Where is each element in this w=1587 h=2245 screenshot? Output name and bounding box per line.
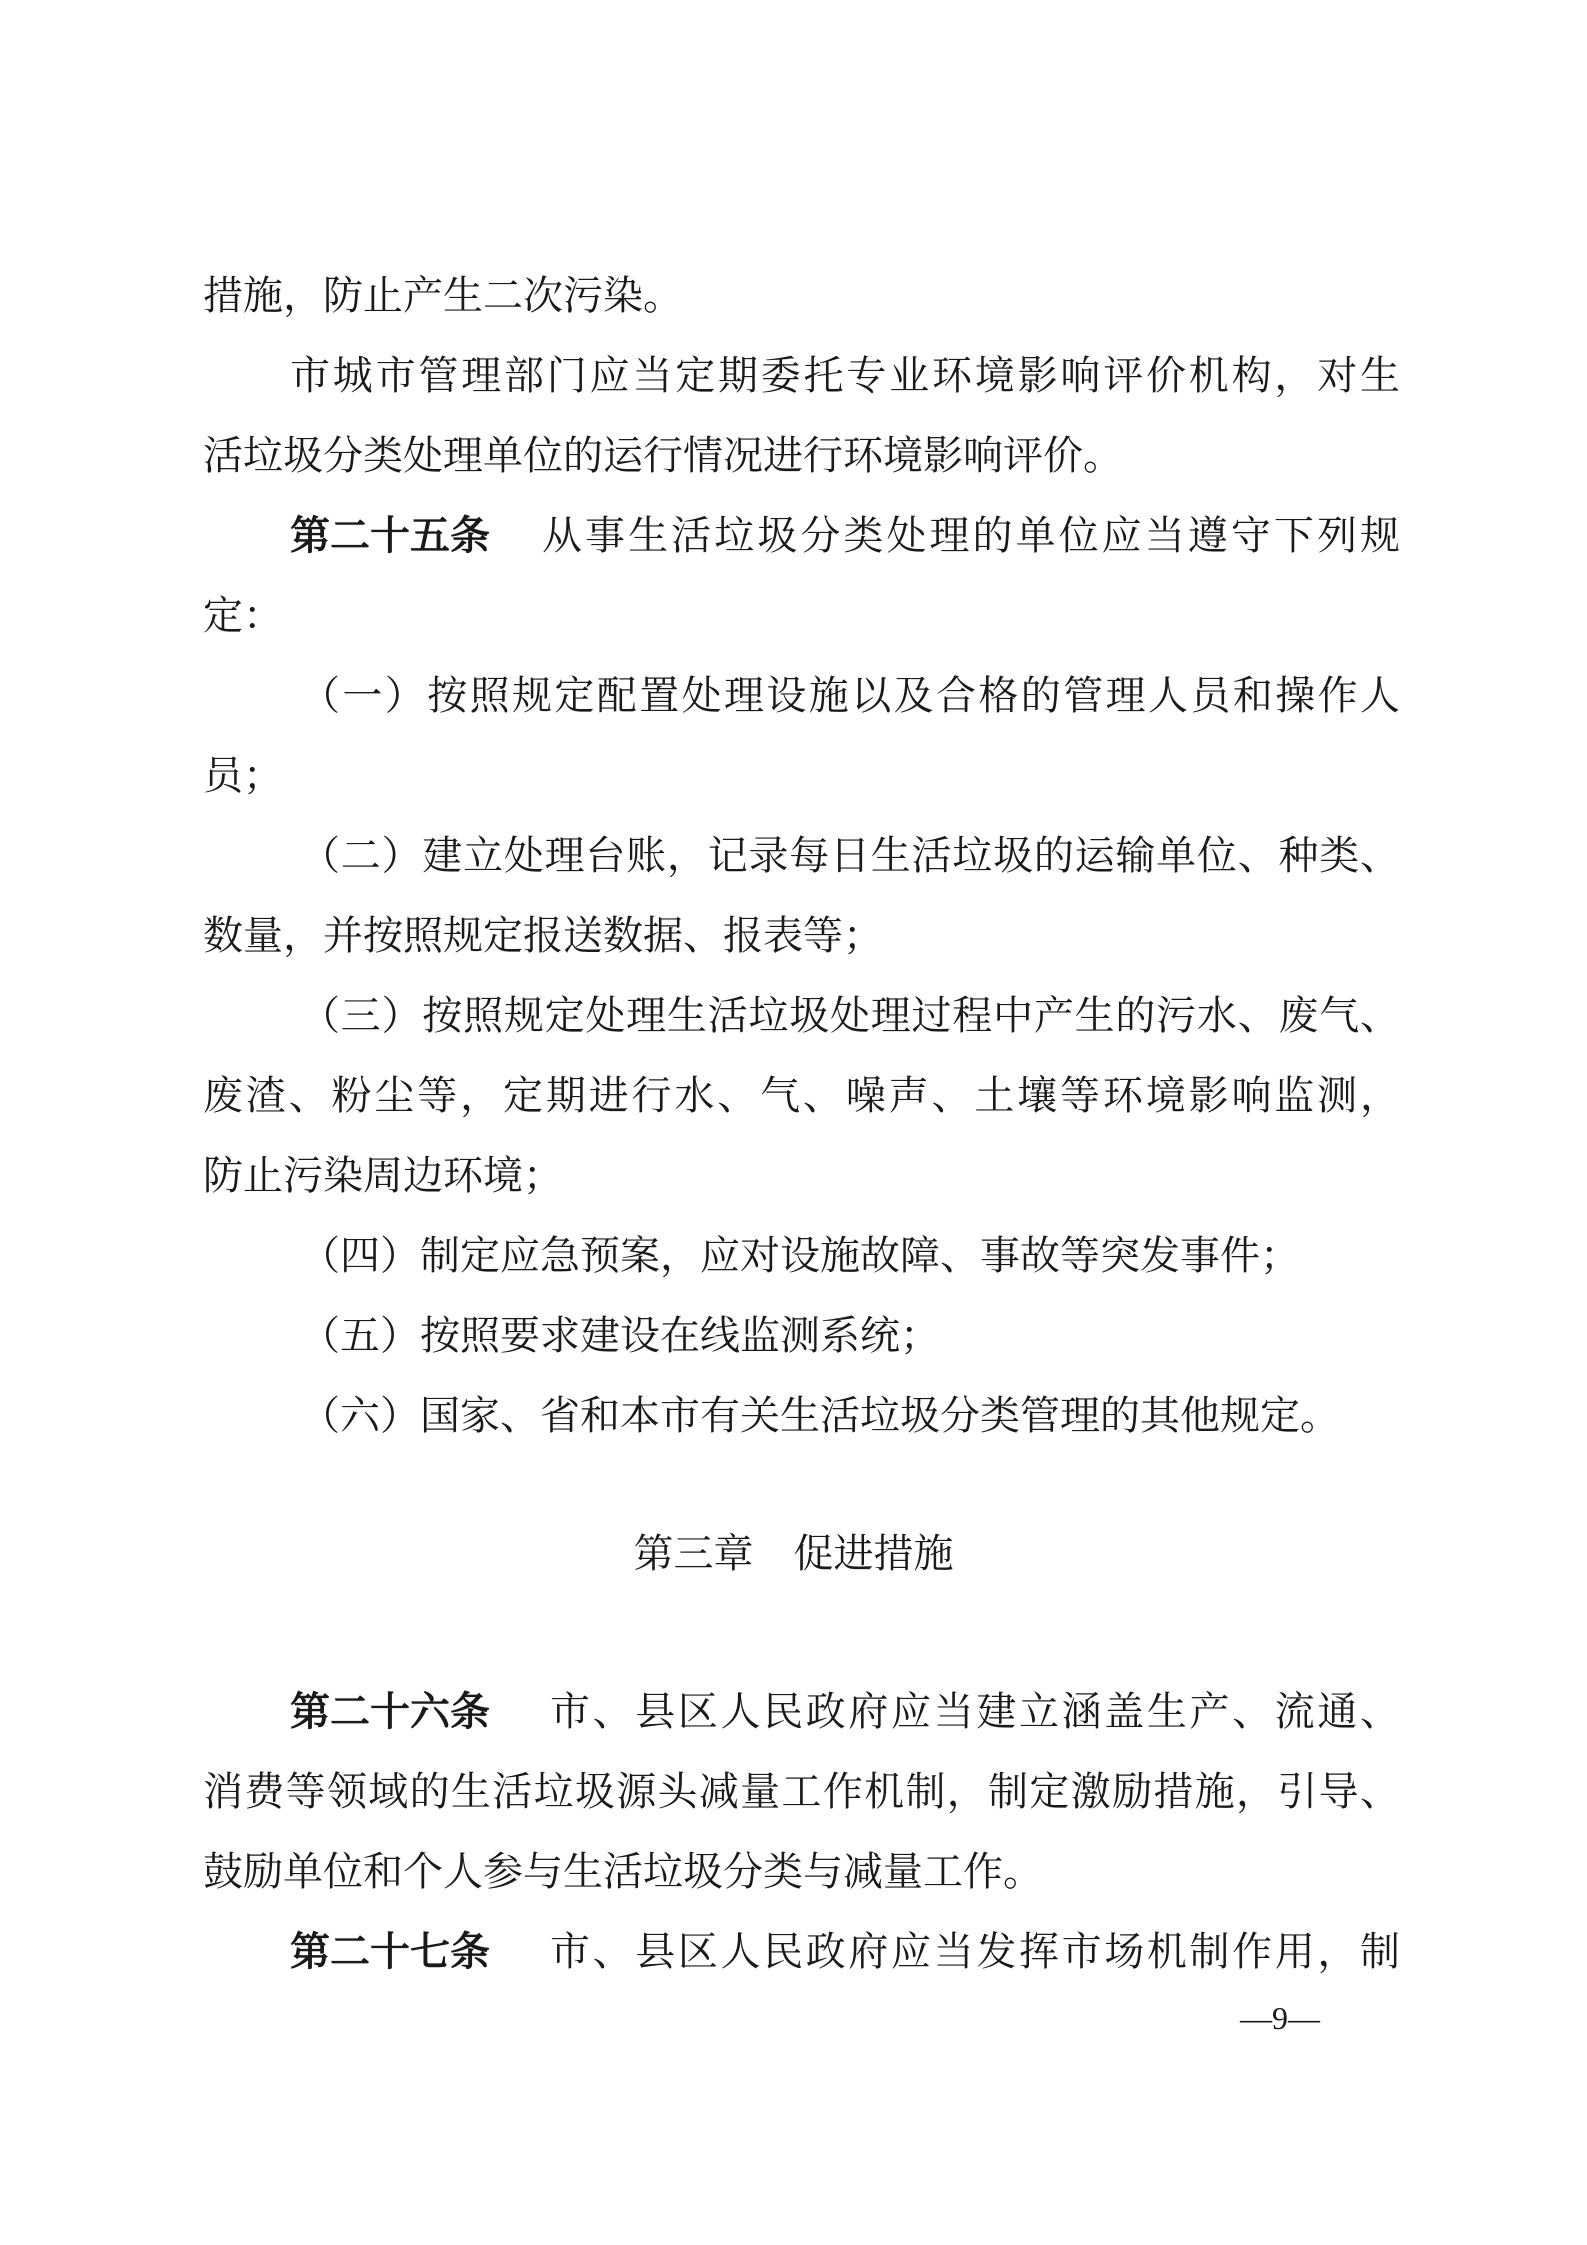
article-25-label: 第二十五条 <box>290 512 490 559</box>
list-item-line: （六）国家、省和本市有关生活垃圾分类管理的其他规定。 <box>300 1393 1340 1439</box>
paragraph-line: 从事生活垃圾分类处理的单位应当遵守下列规 <box>542 513 1400 559</box>
paragraph-line: 市、县区人民政府应当发挥市场机制作用，制 <box>550 1929 1400 1975</box>
list-item-line: （二）建立处理台账，记录每日生活垃圾的运输单位、种类、 <box>300 833 1400 879</box>
list-item-line: （一）按照规定配置处理设施以及合格的管理人员和操作人 <box>300 673 1400 719</box>
paragraph-line: 市城市管理部门应当定期委托专业环境影响评价机构，对生 <box>290 353 1400 399</box>
article-26-label: 第二十六条 <box>290 1688 490 1735</box>
paragraph-line: 市、县区人民政府应当建立涵盖生产、流通、 <box>550 1689 1400 1735</box>
paragraph-line: 活垃圾分类处理单位的运行情况进行环境影响评价。 <box>203 433 1123 479</box>
chapter-heading: 第三章 促进措施 <box>633 1531 954 1577</box>
list-item-line: 数量，并按照规定报送数据、报表等； <box>203 913 883 959</box>
article-27-label: 第二十七条 <box>290 1928 490 1975</box>
list-item-line: 防止污染周边环境； <box>203 1153 563 1199</box>
paragraph-line: 定： <box>203 593 283 639</box>
paragraph-line: 措施，防止产生二次污染。 <box>203 273 683 319</box>
list-item-line: （三）按照规定处理生活垃圾处理过程中产生的污水、废气、 <box>300 993 1400 1039</box>
paragraph-line: 消费等领域的生活垃圾源头减量工作机制，制定激励措施，引导、 <box>203 1769 1400 1815</box>
list-item-line: 废渣、粉尘等，定期进行水、气、噪声、土壤等环境影响监测， <box>203 1073 1400 1119</box>
page-number: —9— <box>1240 2000 1320 2036</box>
list-item-line: 员； <box>203 753 283 799</box>
paragraph-line: 鼓励单位和个人参与生活垃圾分类与减量工作。 <box>203 1849 1043 1895</box>
list-item-line: （五）按照要求建设在线监测系统； <box>300 1313 940 1359</box>
list-item-line: （四）制定应急预案，应对设施故障、事故等突发事件； <box>300 1233 1300 1279</box>
